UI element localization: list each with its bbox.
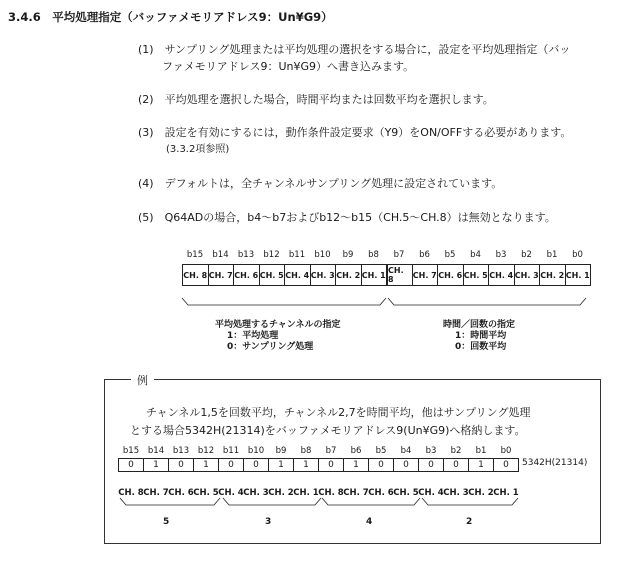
caption-right-1: 1：時間平均 xyxy=(455,331,507,341)
example-channel-label: CH. 6 xyxy=(368,488,394,498)
example-bit-label: b9 xyxy=(275,446,287,456)
caption-right-title: 時間／回数の指定 xyxy=(443,320,516,330)
example-bit-value: 0 xyxy=(218,458,244,472)
example-bit-value: 0 xyxy=(243,458,269,472)
item-5-line-1: (5) Q64ADの場合，b4～b7およびb12～b15（CH.5～CH.8）は無効となります。 xyxy=(138,211,556,224)
bit-label: b14 xyxy=(212,250,229,260)
bit-cell: CH. 7 xyxy=(208,264,235,286)
bit-label: b1 xyxy=(546,250,558,260)
example-bit-value: 0 xyxy=(493,458,519,472)
example-channel-label: CH. 4 xyxy=(218,488,244,498)
example-channel-label: CH. 5 xyxy=(393,488,419,498)
bit-label: b5 xyxy=(444,250,456,260)
bit-cell: CH. 2 xyxy=(335,264,362,286)
example-channel-label: CH. 3 xyxy=(443,488,469,498)
example-channel-label: CH. 2 xyxy=(268,488,294,498)
bit-cell: CH. 1 xyxy=(565,264,592,286)
example-bit-value: 0 xyxy=(393,458,419,472)
ex-bracket-4 xyxy=(422,498,518,505)
example-bit-value: 0 xyxy=(443,458,469,472)
item-3-line-2: (3.3.2項参照) xyxy=(166,144,230,155)
bit-cell: CH. 6 xyxy=(233,264,260,286)
bit-label: b15 xyxy=(186,250,204,260)
example-bit-value: 1 xyxy=(468,458,494,472)
example-bit-value: 0 xyxy=(118,458,144,472)
item-3-line-1: (3) 設定を有効にするには，動作条件設定要求（Y9）をON/OFFする必要があります。 xyxy=(138,126,572,139)
bit-cell: CH. 5 xyxy=(463,264,490,286)
ex-bracket-3 xyxy=(322,498,420,505)
bit-cell: CH. 5 xyxy=(259,264,286,286)
example-bit-label: b12 xyxy=(197,446,215,456)
bit-cell: CH. 3 xyxy=(514,264,541,286)
bit-label: b11 xyxy=(288,250,306,260)
bit-cell: CH. 8 xyxy=(386,264,413,286)
bit-label: b10 xyxy=(314,250,331,260)
example-channel-label: CH. 8 xyxy=(118,488,144,498)
example-bit-value: 0 xyxy=(318,458,344,472)
example-bit-label: b6 xyxy=(350,446,362,456)
bit-cell: CH. 3 xyxy=(310,264,337,286)
bit-cell: CH. 6 xyxy=(437,264,464,286)
example-bit-label: b2 xyxy=(450,446,462,456)
item-2-line-1: (2) 平均処理を選択した場合，時間平均または回数平均を選択します。 xyxy=(138,93,494,106)
bit-cell: CH. 1 xyxy=(361,264,388,286)
example-bit-value: 0 xyxy=(168,458,194,472)
caption-right-0: 0：回数平均 xyxy=(455,342,507,352)
bit-cell: CH. 4 xyxy=(284,264,311,286)
example-bit-value: 1 xyxy=(293,458,319,472)
example-bit-value: 1 xyxy=(193,458,219,472)
example-text-line-2: とする場合5342H(21314)をバッファメモリアドレス9(Un¥G9)へ格納します。 xyxy=(130,424,526,437)
example-group-3: 4 xyxy=(366,517,373,527)
example-bit-label: b8 xyxy=(300,446,312,456)
example-bit-label: b1 xyxy=(475,446,487,456)
bit-label: b12 xyxy=(263,250,280,260)
bit-label: b3 xyxy=(495,250,507,260)
bit-cell: CH. 8 xyxy=(182,264,209,286)
example-channel-label: CH. 4 xyxy=(418,488,444,498)
example-bit-label: b11 xyxy=(222,446,240,456)
bit-label: b6 xyxy=(419,250,430,260)
bit-label: b4 xyxy=(470,250,481,260)
example-channel-label: CH. 1 xyxy=(293,488,319,498)
example-bit-label: b5 xyxy=(375,446,387,456)
example-text-line-1: チャンネル1,5を回数平均，チャンネル2,7を時間平均，他はサンプリング処理 xyxy=(146,406,531,419)
example-group-1: 5 xyxy=(163,517,170,527)
bit-cell: CH. 4 xyxy=(488,264,515,286)
caption-left-1: 1：平均処理 xyxy=(227,331,279,341)
bit-label: b0 xyxy=(572,250,583,260)
caption-left-0: 0：サンプリング処理 xyxy=(227,342,314,352)
bit-cell: CH. 2 xyxy=(539,264,566,286)
example-channel-label: CH. 3 xyxy=(243,488,269,498)
example-channel-label: CH. 7 xyxy=(343,488,369,498)
example-bit-label: b10 xyxy=(247,446,265,456)
example-bit-label: b7 xyxy=(325,446,337,456)
example-channel-label: CH. 6 xyxy=(168,488,194,498)
section-title: 3.4.6 平均処理指定（バッファメモリアドレス9：Un¥G9） xyxy=(8,10,333,24)
example-channel-label: CH. 2 xyxy=(468,488,494,498)
caption-left-title: 平均処理するチャンネルの指定 xyxy=(215,320,341,330)
example-bit-value: 1 xyxy=(343,458,369,472)
item-1-line-1: (1) サンプリング処理または平均処理の選択をする場合に，設定を平均処理指定（バッ xyxy=(138,43,571,56)
example-bit-label: b14 xyxy=(147,446,165,456)
bit-cell: CH. 7 xyxy=(412,264,439,286)
example-group-2: 3 xyxy=(265,517,272,527)
example-bit-label: b4 xyxy=(400,446,412,456)
bit-label: b2 xyxy=(521,250,532,260)
example-channel-label: CH. 5 xyxy=(193,488,219,498)
example-bit-label: b0 xyxy=(500,446,512,456)
example-bit-value: 0 xyxy=(368,458,394,472)
example-bit-label: b15 xyxy=(122,446,140,456)
bit-label: b7 xyxy=(393,250,405,260)
example-bit-label: b3 xyxy=(425,446,437,456)
example-channel-label: CH. 8 xyxy=(318,488,344,498)
example-bit-value: 1 xyxy=(268,458,294,472)
example-bit-value: 1 xyxy=(143,458,169,472)
example-hex-value: 5342H(21314) xyxy=(522,458,588,468)
bit-label: b9 xyxy=(342,250,354,260)
example-channel-label: CH. 7 xyxy=(143,488,169,498)
example-bit-value: 0 xyxy=(418,458,444,472)
example-label: 例 xyxy=(131,372,154,388)
ex-bracket-1 xyxy=(120,498,220,505)
example-bit-label: b13 xyxy=(172,446,190,456)
bit-label: b13 xyxy=(237,250,255,260)
item-4-line-1: (4) デフォルトは，全チャンネルサンプリング処理に設定されています。 xyxy=(138,177,503,190)
item-1-line-2: ファメモリアドレス9：Un¥G9）へ書き込みます。 xyxy=(162,60,415,73)
example-channel-label: CH. 1 xyxy=(493,488,519,498)
ex-bracket-2 xyxy=(223,498,321,505)
example-group-4: 2 xyxy=(466,517,473,527)
bit-label: b8 xyxy=(368,250,379,260)
